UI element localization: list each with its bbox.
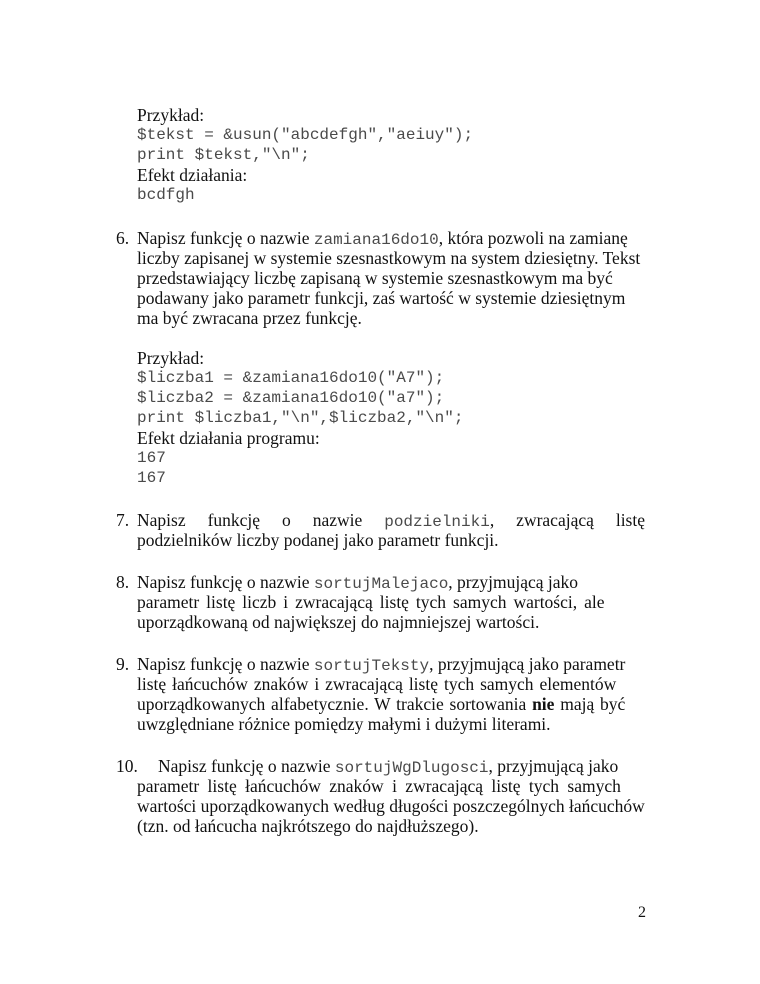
paragraph-line [137,654,625,676]
paragraph-line [137,572,645,594]
function-name: podzielniki [384,513,490,531]
paragraph-line: (tzn. od łańcucha najkrótszego do najdłuższego). [137,816,479,836]
output-line: bcdfgh [137,186,195,204]
word: zwracającą [516,510,594,530]
text: , przyjmującą jako [448,572,579,592]
page-number: 2 [638,904,646,921]
paragraph-line: parametr listę łańcuchów znaków i zwracającą listę tych samych [137,776,621,796]
paragraph-line: przedstawiający liczbę zapisaną w systemie szesnastkowym ma być [137,268,613,288]
paragraph-line: listę łańcuchów znaków i zwracającą listę tych samych elementów [137,674,617,694]
paragraph-line: uporządkowaną od największej do najmniejszej wartości. [137,612,540,632]
function-name: sortujMalejaco [313,575,449,593]
paragraph-line: ma być zwracana przez funkcję. [137,308,362,328]
code-line: $liczba1 = &zamiana16do10("A7"); [137,369,445,387]
example-label: Przykład: [137,105,205,125]
word: o [282,510,291,530]
code-line: $tekst = &usun("abcdefgh","aeiuy"); [137,126,474,144]
effect-label: Efekt działania: [137,165,248,185]
code-line: print $liczba1,"\n",$liczba2,"\n"; [137,409,464,427]
function-name: zamiana16do10 [313,231,439,249]
paragraph-line [137,694,625,714]
text: mają być [554,694,626,714]
text: , przyjmującą jako parametr [429,654,626,674]
item-number: 7. [116,510,130,530]
output-line: 167 [137,469,166,487]
word: listę [615,510,645,530]
text: Napisz funkcję o nazwie [137,572,314,592]
output-line: 167 [137,449,166,467]
paragraph-line: wartości uporządkowanych według długości poszczególnych łańcuchów [137,796,645,816]
example-label: Przykład: [137,348,205,368]
paragraph-line: Napisz funkcję o nazwie podzielniki, zwracającą listę [137,510,645,531]
text: Napisz funkcję o nazwie [137,228,314,248]
text: Napisz funkcję o nazwie [137,654,314,674]
item-number: 10. [116,756,138,776]
bold-text: nie [532,694,555,714]
paragraph-line [137,228,645,250]
paragraph-line: podzielników liczby podanej jako parametr funkcji. [137,530,499,550]
paragraph-line [158,756,618,778]
item-number: 8. [116,572,130,592]
code-line: print $tekst,"\n"; [137,146,310,164]
text: uporządkowanych alfabetycznie. W trakcie sortowania [137,694,533,714]
paragraph-line: parametr listę liczb i zwracającą listę tych samych wartości, ale [137,592,605,612]
function-name: sortujTeksty [313,657,430,675]
paragraph-line: liczby zapisanej w systemie szesnastkowym na system dziesiętny. Tekst [137,248,641,268]
word: nazwie [312,510,363,530]
function-name: sortujWgDlugosci [334,759,489,777]
effect-label: Efekt działania programu: [137,428,320,448]
item-number: 6. [116,228,130,248]
text: Napisz funkcję o nazwie [158,756,335,776]
paragraph-line: uwzględniane różnice pomiędzy małymi i dużymi literami. [137,714,551,734]
text: , przyjmującą jako [488,756,619,776]
code-line: $liczba2 = &zamiana16do10("a7"); [137,389,445,407]
word: Napisz [137,510,186,530]
word: funkcję [207,510,261,530]
paragraph-line: podawany jako parametr funkcji, zaś wartość w systemie dziesiętnym [137,288,626,308]
text: , która pozwoli na zamianę [438,228,628,248]
item-number: 9. [116,654,130,674]
